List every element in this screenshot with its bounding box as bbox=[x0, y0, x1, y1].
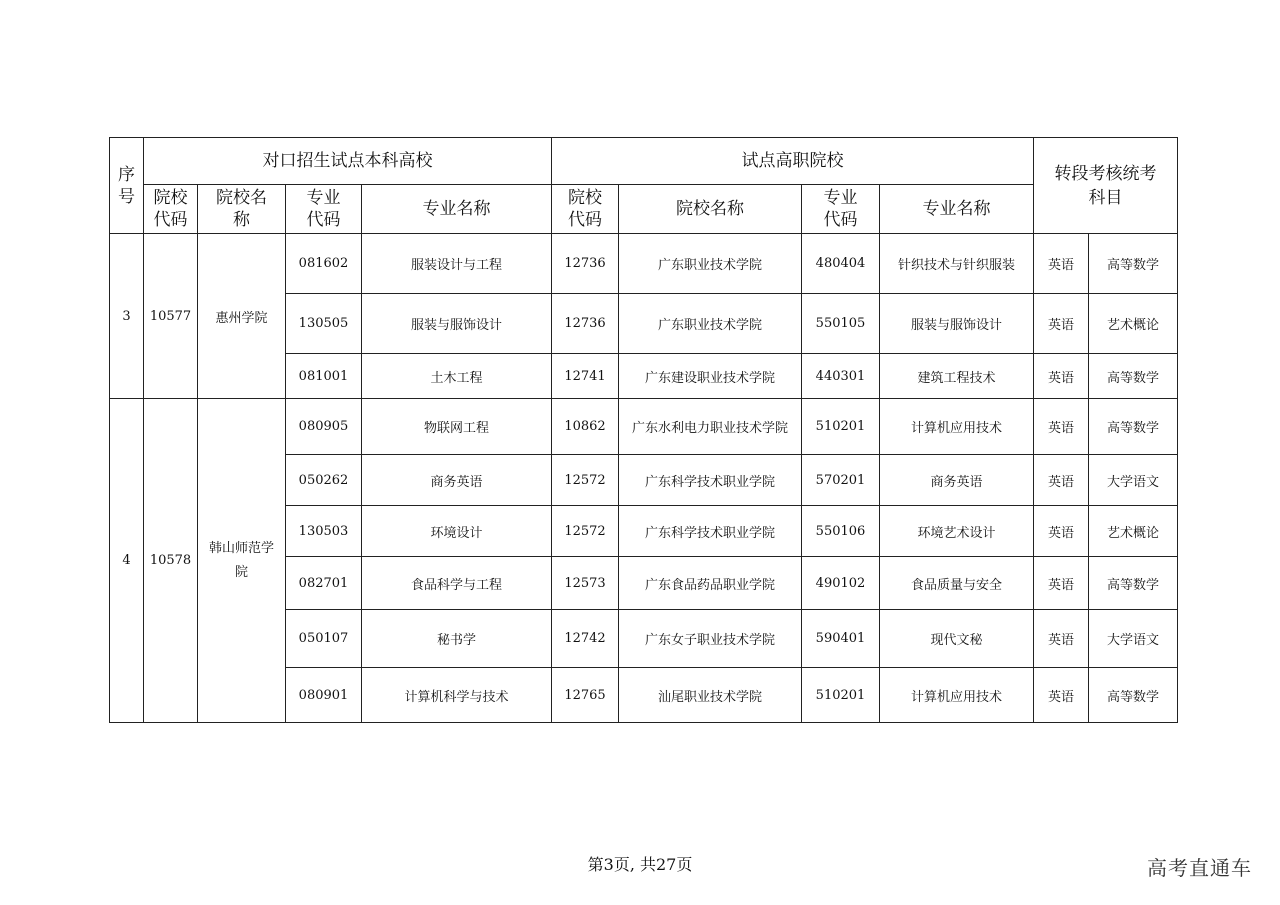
exam1-cell: 英语 bbox=[1034, 354, 1089, 399]
v-major-cell: 商务英语 bbox=[880, 455, 1034, 506]
school-code-cell: 10577 bbox=[144, 234, 198, 399]
table-row bbox=[110, 234, 1178, 294]
major-name-cell: 土木工程 bbox=[362, 354, 552, 399]
seq-cell: 4 bbox=[110, 399, 144, 723]
major-code-cell: 081602 bbox=[286, 234, 362, 294]
school-name-cell: 惠州学院 bbox=[198, 234, 286, 399]
u-school-name-label: 院校名称 bbox=[216, 188, 267, 230]
major-name-cell: 秘书学 bbox=[362, 610, 552, 668]
exam1-cell: 英语 bbox=[1034, 557, 1089, 610]
v-major-cell: 食品质量与安全 bbox=[880, 557, 1034, 610]
major-name-cell: 商务英语 bbox=[362, 455, 552, 506]
exam-group-header bbox=[1034, 138, 1178, 234]
exam2-cell: 高等数学 bbox=[1089, 354, 1178, 399]
exam1-cell: 英语 bbox=[1034, 234, 1089, 294]
v-code-cell: 12573 bbox=[552, 557, 619, 610]
v-major-cell: 计算机应用技术 bbox=[880, 668, 1034, 723]
v-code-cell: 12736 bbox=[552, 234, 619, 294]
seq-cell: 3 bbox=[110, 234, 144, 399]
enrollment-table bbox=[109, 137, 1178, 723]
exam2-cell: 高等数学 bbox=[1089, 234, 1178, 294]
exam2-cell: 艺术概论 bbox=[1089, 506, 1178, 557]
school-name-label: 韩山师范学院 bbox=[208, 540, 274, 580]
seq-header bbox=[110, 138, 144, 234]
v-school-cell: 广东职业技术学院 bbox=[619, 294, 802, 354]
v-school-cell: 广东食品药品职业学院 bbox=[619, 557, 802, 610]
u-school-name-header bbox=[198, 185, 286, 234]
school-name-cell bbox=[198, 399, 286, 723]
u-school-code-header bbox=[144, 185, 198, 234]
v-code-cell: 10862 bbox=[552, 399, 619, 455]
major-code-cell: 080901 bbox=[286, 668, 362, 723]
exam2-cell: 高等数学 bbox=[1089, 557, 1178, 610]
v-school-cell: 广东水利电力职业技术学院 bbox=[619, 399, 802, 455]
major-code-cell: 080905 bbox=[286, 399, 362, 455]
exam2-cell: 高等数学 bbox=[1089, 668, 1178, 723]
v-school-cell: 广东建设职业技术学院 bbox=[619, 354, 802, 399]
v-major-cell: 环境艺术设计 bbox=[880, 506, 1034, 557]
vocational-group-header: 试点高职院校 bbox=[552, 138, 1034, 185]
exam1-cell: 英语 bbox=[1034, 668, 1089, 723]
v-school-name-header: 院校名称 bbox=[619, 185, 802, 234]
exam2-cell: 大学语文 bbox=[1089, 455, 1178, 506]
table-body bbox=[110, 234, 1178, 723]
major-code-cell: 050107 bbox=[286, 610, 362, 668]
v-major-cell: 现代文秘 bbox=[880, 610, 1034, 668]
v-major-code-header bbox=[802, 185, 880, 234]
u-major-name-header: 专业名称 bbox=[362, 185, 552, 234]
major-code-cell: 130505 bbox=[286, 294, 362, 354]
v-code-cell: 12741 bbox=[552, 354, 619, 399]
watermark-text: 高考直通车 bbox=[1147, 856, 1252, 880]
u-major-code-label: 专业代码 bbox=[306, 188, 341, 230]
v-major-code-label: 专业代码 bbox=[823, 188, 858, 230]
v-code-cell: 12572 bbox=[552, 506, 619, 557]
major-code-cell: 130503 bbox=[286, 506, 362, 557]
exam2-cell: 大学语文 bbox=[1089, 610, 1178, 668]
v-school-cell: 广东女子职业技术学院 bbox=[619, 610, 802, 668]
u-school-code-label: 院校代码 bbox=[153, 188, 188, 230]
major-name-cell: 服装与服饰设计 bbox=[362, 294, 552, 354]
v-major-code-cell: 440301 bbox=[802, 354, 880, 399]
school-code-cell: 10578 bbox=[144, 399, 198, 723]
v-school-cell: 广东科学技术职业学院 bbox=[619, 506, 802, 557]
major-name-cell: 计算机科学与技术 bbox=[362, 668, 552, 723]
v-major-code-cell: 480404 bbox=[802, 234, 880, 294]
v-major-name-header: 专业名称 bbox=[880, 185, 1034, 234]
v-code-cell: 12765 bbox=[552, 668, 619, 723]
exam1-cell: 英语 bbox=[1034, 506, 1089, 557]
exam2-cell: 高等数学 bbox=[1089, 399, 1178, 455]
v-school-cell: 广东职业技术学院 bbox=[619, 234, 802, 294]
v-major-code-cell: 550106 bbox=[802, 506, 880, 557]
major-code-cell: 082701 bbox=[286, 557, 362, 610]
exam1-cell: 英语 bbox=[1034, 294, 1089, 354]
exam1-cell: 英语 bbox=[1034, 455, 1089, 506]
major-code-cell: 050262 bbox=[286, 455, 362, 506]
major-name-cell: 环境设计 bbox=[362, 506, 552, 557]
v-major-code-cell: 570201 bbox=[802, 455, 880, 506]
page-number: 第3页, 共27页 bbox=[587, 855, 693, 874]
v-school-code-label: 院校代码 bbox=[568, 188, 602, 230]
v-code-cell: 12742 bbox=[552, 610, 619, 668]
major-name-cell: 食品科学与工程 bbox=[362, 557, 552, 610]
v-school-cell: 汕尾职业技术学院 bbox=[619, 668, 802, 723]
exam-group-label: 转段考核统考科目 bbox=[1054, 163, 1157, 208]
v-major-cell: 服装与服饰设计 bbox=[880, 294, 1034, 354]
undergrad-group-header: 对口招生试点本科高校 bbox=[144, 138, 552, 185]
exam2-cell: 艺术概论 bbox=[1089, 294, 1178, 354]
seq-header-label: 序号 bbox=[118, 164, 135, 207]
major-name-cell: 服装设计与工程 bbox=[362, 234, 552, 294]
major-code-cell: 081001 bbox=[286, 354, 362, 399]
exam1-cell: 英语 bbox=[1034, 399, 1089, 455]
v-school-cell: 广东科学技术职业学院 bbox=[619, 455, 802, 506]
v-code-cell: 12736 bbox=[552, 294, 619, 354]
v-major-cell: 建筑工程技术 bbox=[880, 354, 1034, 399]
table-row bbox=[110, 399, 1178, 455]
major-name-cell: 物联网工程 bbox=[362, 399, 552, 455]
v-major-code-cell: 590401 bbox=[802, 610, 880, 668]
v-major-code-cell: 510201 bbox=[802, 668, 880, 723]
u-major-code-header bbox=[286, 185, 362, 234]
v-code-cell: 12572 bbox=[552, 455, 619, 506]
v-major-code-cell: 550105 bbox=[802, 294, 880, 354]
exam1-cell: 英语 bbox=[1034, 610, 1089, 668]
v-major-cell: 针织技术与针织服装 bbox=[880, 234, 1034, 294]
v-major-cell: 计算机应用技术 bbox=[880, 399, 1034, 455]
v-school-code-header bbox=[552, 185, 619, 234]
v-major-code-cell: 490102 bbox=[802, 557, 880, 610]
v-major-code-cell: 510201 bbox=[802, 399, 880, 455]
